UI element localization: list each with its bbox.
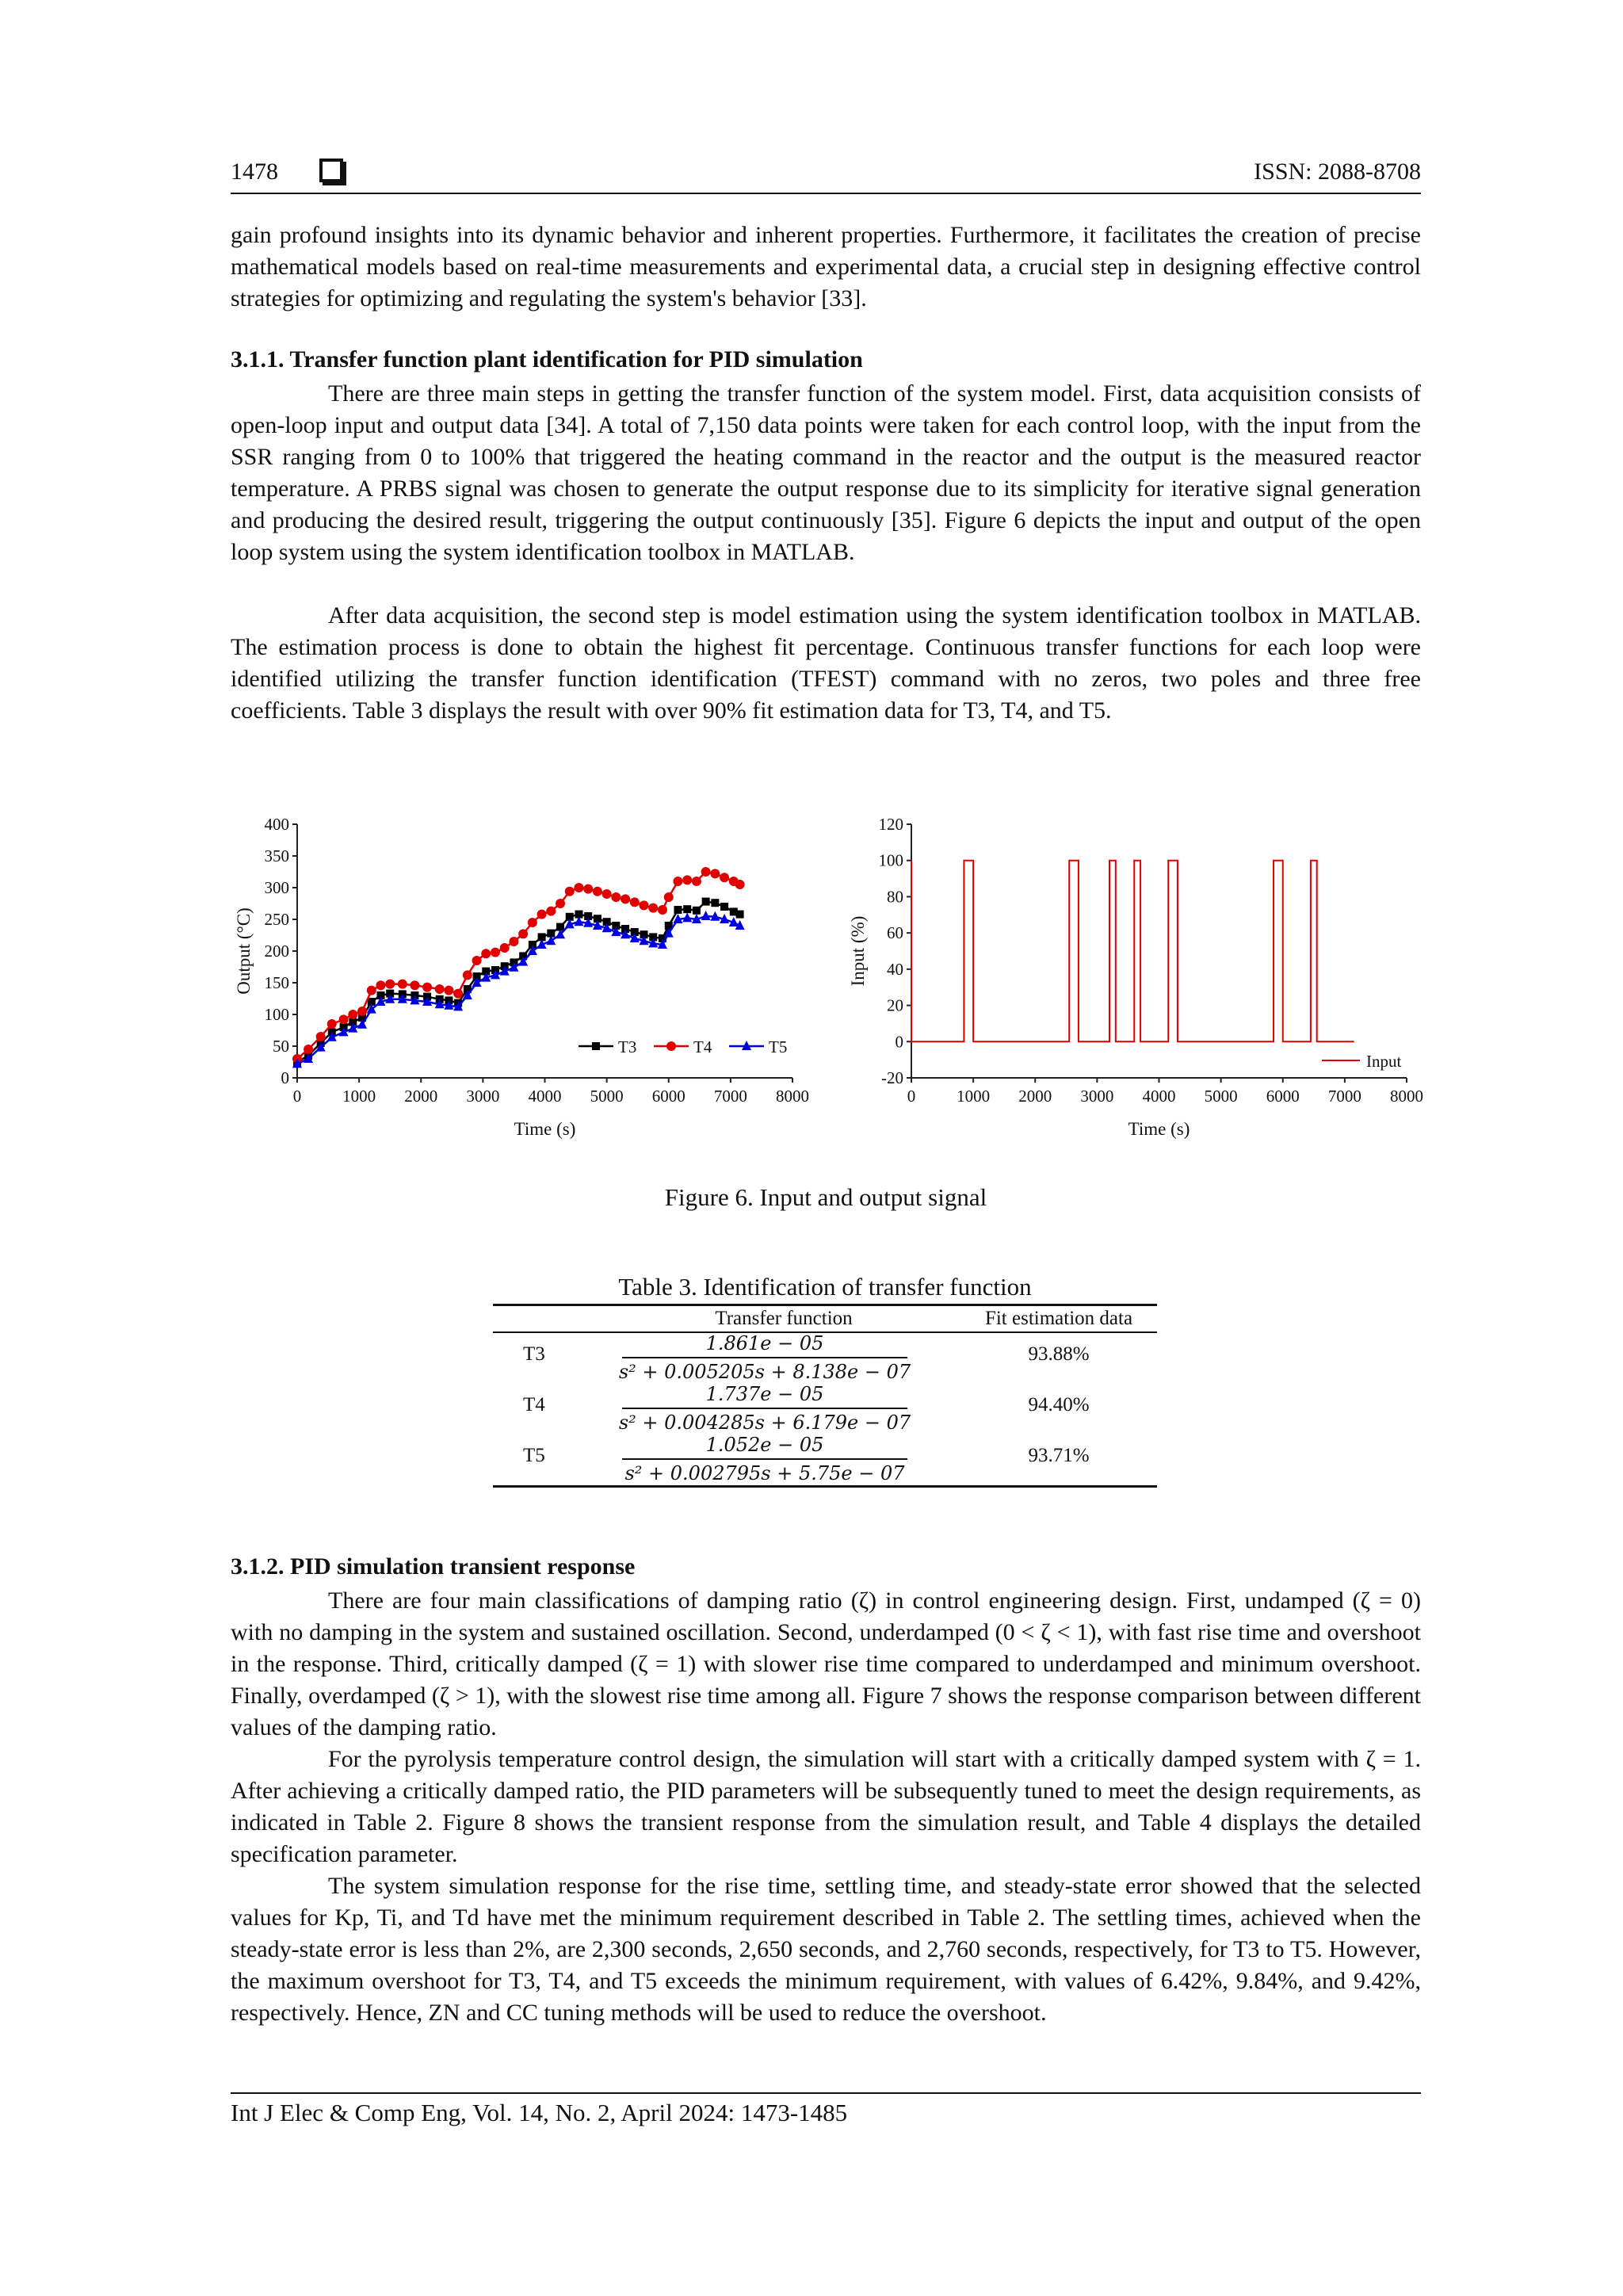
tf-numerator: 1.737e − 05: [705, 1383, 824, 1405]
data-point-t4: [500, 943, 510, 953]
data-point-t4: [327, 1019, 337, 1029]
x-tick-label: 8000: [1390, 1087, 1423, 1106]
y-tick-label: 0: [895, 1032, 903, 1052]
tf-numerator: 1.052e − 05: [705, 1434, 824, 1456]
data-point-t4: [316, 1032, 326, 1041]
data-point-t4: [682, 875, 692, 884]
data-point-t3: [693, 907, 701, 915]
data-point-t4: [481, 949, 491, 958]
y-tick-label: 80: [887, 887, 903, 907]
data-point-t4: [658, 905, 667, 915]
x-tick-label: 5000: [590, 1087, 624, 1106]
data-point-t4: [509, 937, 518, 946]
y-tick-label: 250: [264, 910, 289, 929]
data-point-t4: [463, 970, 472, 980]
data-point-t3: [702, 898, 710, 906]
y-tick-label: 350: [264, 846, 289, 865]
data-point-t4: [453, 989, 463, 999]
tf-numerator: 1.861e − 05: [705, 1332, 824, 1354]
data-point-t4: [398, 980, 407, 989]
legend-marker-t3: [592, 1042, 600, 1050]
y-tick-label: 100: [878, 850, 903, 870]
data-point-t4: [648, 904, 658, 913]
table-row-name: T4: [523, 1394, 545, 1415]
y-axis-label: Input (%): [848, 915, 868, 987]
x-axis-label: Time (s): [1128, 1119, 1190, 1139]
data-point-t4: [385, 980, 395, 989]
legend-label-input: Input: [1366, 1052, 1402, 1071]
table-row-name: T5: [523, 1445, 545, 1466]
data-point-t4: [410, 980, 419, 990]
data-point-t4: [304, 1045, 313, 1054]
table-header-fit: Fit estimation data: [984, 1308, 1133, 1329]
tf-denominator: s² + 0.004285s + 6.179e − 07: [618, 1412, 911, 1434]
y-tick-label: -20: [881, 1068, 903, 1087]
y-tick-label: 150: [264, 973, 289, 992]
data-point-t4: [611, 892, 621, 902]
data-point-t4: [630, 897, 640, 907]
data-point-t4: [664, 892, 674, 902]
table-row-fit: 94.40%: [1028, 1394, 1090, 1415]
table-row-fit: 93.88%: [1028, 1343, 1090, 1365]
x-tick-label: 4000: [1142, 1087, 1176, 1106]
data-point-t4: [593, 887, 602, 896]
table-bottom-rule: [493, 1485, 1157, 1488]
data-point-t4: [565, 887, 575, 896]
section-311-paragraph-1: There are three main steps in getting the transfer function of the system model. First, data acquisition consists of open-loop input and output data [34]. A total of 7,150 data points were taken for each control loop, with the input from the SSR ranging from 0 to 100% that triggered the heating command in the reactor and the output is the measured reactor temperature. A PRBS signal was chosen to generate the output response due to its simplicity for iterative signal generation and producing the desired result, triggering the output continuously [35]. Figure 6 depicts the input and output of the open loop system using the system identification toolbox in MATLAB.: [231, 380, 1421, 565]
data-point-t3: [711, 899, 719, 907]
data-point-t4: [701, 867, 711, 877]
data-point-t4: [602, 889, 612, 899]
input-chart: [840, 808, 1442, 1157]
table-row-name: T3: [523, 1343, 545, 1365]
data-point-t4: [472, 956, 482, 965]
x-tick-label: 6000: [1266, 1087, 1300, 1106]
section-312-paragraph-3: The system simulation response for the rise time, settling time, and steady-state error showed that the selected values for Kp, Ti, and Td have met the minimum requirement described in Table 2. The settling times, achieved when the steady-state error is less than 2%, are 2,300 seconds, 2,650 seconds, and 2,760 seconds, respectively, for T3 to T5. However, the maximum overshoot for T3, T4, and T5 exceeds the minimum requirement, with values of 6.42%, 9.84%, and 9.42%, respectively. Hence, ZN and CC tuning methods will be used to reduce the overshoot.: [231, 1873, 1421, 2026]
x-tick-label: 8000: [776, 1087, 809, 1106]
page-number: 1478: [231, 159, 278, 185]
x-tick-label: 0: [292, 1087, 302, 1106]
data-point-t4: [528, 918, 537, 927]
data-point-t4: [367, 986, 376, 995]
x-tick-label: 1000: [957, 1087, 991, 1106]
section-312-paragraph-1: There are four main classifications of damping ratio (ζ) in control engineering design. First, undamped (ζ = 0) with no damping in the system and sustained oscillation. Second, underdamped (0 < ζ < 1), with fast rise time and overshoot in the response. Third, critically damped (ζ = 1) with slower rise time compared to underdamped and minimum overshoot. Finally, overdamped (ζ > 1), with the slowest rise time among all. Figure 7 shows the response comparison between different values of the damping ratio.: [231, 1587, 1421, 1740]
data-point-t5: [701, 911, 711, 920]
square-bullet-icon: [319, 159, 343, 182]
data-point-t4: [537, 910, 547, 919]
y-tick-label: 300: [264, 878, 289, 897]
y-tick-label: 100: [264, 1005, 289, 1024]
data-point-t4: [518, 929, 528, 938]
section-heading-311: 3.1.1. Transfer function plant identification for PID simulation: [231, 346, 863, 372]
x-tick-label: 6000: [651, 1087, 685, 1106]
section-312-paragraph-2: For the pyrolysis temperature control design, the simulation will start with a critically damped system with ζ = 1. After achieving a critically damped ratio, the PID parameters will be subsequently tuned to meet the design requirements, as indicated in Table 2. Figure 8 shows the transient response from the simulation result, and Table 4 displays the detailed specification parameter.: [231, 1746, 1421, 1867]
y-axis-label: Output (°C): [234, 907, 254, 995]
y-tick-label: 0: [281, 1068, 289, 1087]
data-point-t4: [546, 907, 556, 916]
data-point-t4: [720, 873, 729, 882]
x-tick-label: 7000: [713, 1087, 747, 1106]
series-line-input: [911, 861, 1354, 1042]
data-point-t4: [710, 869, 720, 878]
figure-6-caption: Figure 6. Input and output signal: [664, 1183, 987, 1211]
transfer-function-t3: [606, 1330, 923, 1385]
page-footer: Int J Elec & Comp Eng, Vol. 14, No. 2, April 2024: 1473-1485: [231, 2099, 848, 2126]
x-tick-label: 3000: [466, 1087, 500, 1106]
data-point-t4: [583, 884, 593, 894]
data-point-t4: [444, 986, 453, 995]
x-axis-label: Time (s): [514, 1119, 576, 1139]
data-point-t4: [735, 880, 745, 889]
data-point-t3: [674, 906, 682, 914]
footer-rule: [231, 2092, 1421, 2094]
data-point-t4: [422, 983, 432, 992]
section-heading-312: 3.1.2. PID simulation transient response: [231, 1553, 636, 1580]
y-tick-label: 20: [887, 995, 903, 1015]
data-point-t3: [736, 911, 744, 919]
x-tick-label: 0: [907, 1087, 916, 1106]
section-311-paragraph-2: After data acquisition, the second step is model estimation using the system identification toolbox in MATLAB. The estimation process is done to obtain the highest fit percentage. Continuous transfer functions for each loop were identified utilizing the transfer function identification (TFEST) command with no zeros, two poles and three free coefficients. Table 3 displays the result with over 90% fit estimation data for T3, T4, and T5.: [231, 602, 1421, 724]
x-tick-label: 3000: [1080, 1087, 1114, 1106]
page-header: [231, 155, 1421, 195]
x-tick-label: 5000: [1204, 1087, 1238, 1106]
data-point-t4: [491, 948, 500, 957]
legend-label-t5: T5: [769, 1037, 788, 1056]
data-point-t4: [640, 900, 649, 910]
issn: ISSN: 2088-8708: [1254, 159, 1421, 185]
data-point-t4: [621, 894, 630, 904]
y-tick-label: 60: [887, 923, 903, 943]
data-point-t3: [720, 903, 728, 911]
data-point-t4: [574, 883, 583, 892]
x-tick-label: 2000: [1018, 1087, 1052, 1106]
data-point-t4: [339, 1014, 349, 1024]
transfer-function-t5: [606, 1431, 923, 1487]
table-header-transfer-function: Transfer function: [715, 1308, 853, 1329]
table-top-rule: [493, 1304, 1157, 1306]
y-tick-label: 400: [264, 815, 289, 834]
tf-denominator: s² + 0.002795s + 5.75e − 07: [624, 1462, 905, 1484]
data-point-t4: [348, 1010, 357, 1019]
data-point-t4: [692, 877, 701, 886]
legend-label-t3: T3: [618, 1037, 637, 1056]
transfer-function-t4: [606, 1381, 923, 1436]
data-point-t4: [435, 984, 445, 994]
x-tick-label: 7000: [1327, 1087, 1361, 1106]
data-point-t3: [683, 905, 691, 913]
data-point-t4: [376, 980, 385, 990]
data-point-t4: [673, 877, 682, 886]
output-chart: [226, 808, 828, 1157]
x-tick-label: 4000: [528, 1087, 562, 1106]
data-point-t4: [556, 899, 565, 908]
tf-denominator: s² + 0.005205s + 8.138e − 07: [618, 1361, 911, 1383]
legend-label-t4: T4: [693, 1037, 712, 1056]
table-3-caption: Table 3. Identification of transfer function: [618, 1273, 1032, 1301]
y-tick-label: 120: [878, 815, 903, 834]
header-rule: [231, 193, 1421, 194]
data-point-t5: [682, 912, 692, 922]
y-tick-label: 50: [273, 1037, 289, 1056]
table-row-fit: 93.71%: [1028, 1445, 1090, 1466]
x-tick-label: 2000: [404, 1087, 438, 1106]
y-tick-label: 200: [264, 942, 289, 961]
y-tick-label: 40: [887, 959, 903, 979]
intro-paragraph: gain profound insights into its dynamic behavior and inherent properties. Furthermore, it facilitates the creation of precise mathematical models based on real-time measurements and experimental data, a crucial step in designing effective control strategies for optimizing and regulating the system's behavior [33].: [231, 222, 1421, 311]
legend-marker-t4: [666, 1041, 676, 1051]
x-tick-label: 1000: [342, 1087, 376, 1106]
data-point-t4: [357, 1007, 367, 1016]
